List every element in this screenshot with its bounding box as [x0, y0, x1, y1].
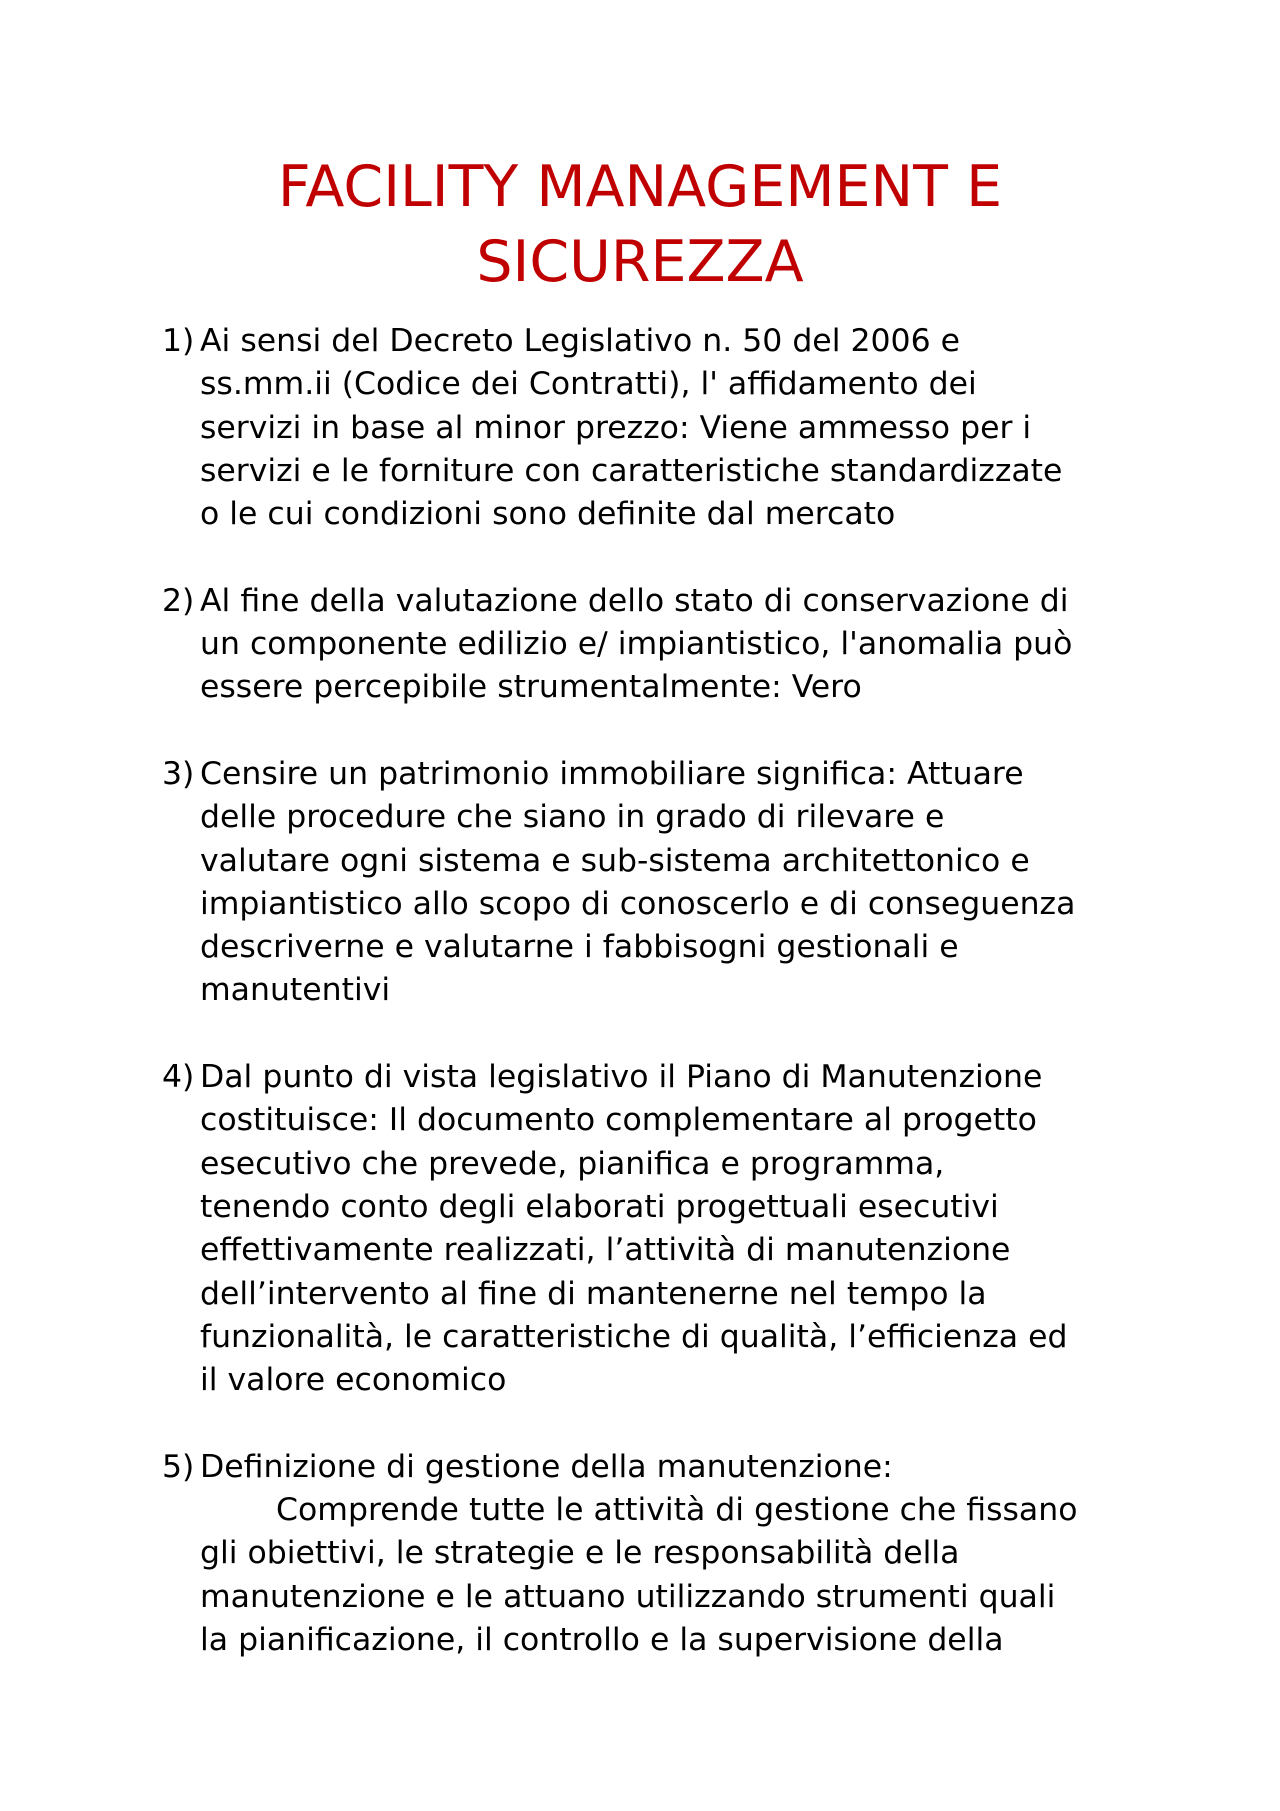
item-text-line: servizi in base al minor prezzo: Viene ammesso per i [200, 409, 1032, 446]
item-text-line: manutentivi [200, 972, 391, 1009]
title-line: FACILITY MANAGEMENT E [277, 154, 1003, 220]
item-number: 5) [162, 1448, 195, 1485]
title-line: SICUREZZA [476, 229, 804, 295]
item-text-line: o le cui condizioni sono definite dal mercato [200, 496, 896, 533]
item-text-line: costituisce: Il documento complementare al progetto [200, 1102, 1037, 1139]
item-text-line: un componente edilizio e/ impiantistico, l'anomalia può [200, 626, 1073, 663]
item-text-line: gli obiettivi, le strategie e le responsabilità della [200, 1535, 960, 1572]
list-item [162, 1446, 1172, 1662]
item-text-line: Al fine della valutazione dello stato di conservazione di [200, 582, 1069, 619]
item-text-line: Comprende tutte le attività di gestione che fissano [276, 1492, 1078, 1529]
item-number: 1) [162, 323, 195, 359]
item-number: 2) [162, 582, 195, 619]
item-text-line: tenendo conto degli elaborati progettuali esecutivi [200, 1188, 999, 1225]
item-text-line: Censire un patrimonio immobiliare significa: Attuare [200, 755, 1024, 792]
item-text-line: descriverne e valutarne i fabbisogni gestionali e [200, 929, 959, 966]
item-text-line: impiantistico allo scopo di conoscerlo e di conseguenza [200, 885, 1076, 922]
list-item [162, 1056, 1172, 1402]
item-text-line: effettivamente realizzati, l’attività di manutenzione [200, 1232, 1011, 1269]
item-text-line: dell’intervento al fine di mantenerne nel tempo la [200, 1275, 987, 1312]
item-text-line: ss.mm.ii (Codice dei Contratti), l' affidamento dei [200, 366, 977, 403]
document-title [0, 150, 1280, 300]
item-text-line: il valore economico [200, 1362, 507, 1399]
item-text-line: delle procedure che siano in grado di rilevare e [200, 799, 945, 836]
item-number: 3) [162, 755, 195, 792]
question-list [162, 320, 1172, 1706]
item-text-line: la pianificazione, il controllo e la supervisione della [200, 1621, 1004, 1658]
item-text-line: valutare ogni sistema e sub-sistema architettonico e [200, 842, 1030, 879]
item-text-line: servizi e le forniture con caratteristiche standardizzate [200, 452, 1063, 489]
item-text-line: essere percepibile strumentalmente: Vero [200, 669, 862, 706]
item-text-line: Definizione di gestione della manutenzione: [200, 1448, 893, 1485]
item-text-line: esecutivo che prevede, pianifica e programma, [200, 1145, 945, 1182]
item-text-line: manutenzione e le attuano utilizzando strumenti quali [200, 1578, 1056, 1615]
list-item [162, 580, 1172, 710]
item-text-line: Ai sensi del Decreto Legislativo n. 50 del 2006 e [200, 323, 961, 359]
list-item [162, 753, 1172, 1013]
item-number: 4) [162, 1059, 195, 1096]
item-text-line: Dal punto di vista legislativo il Piano di Manutenzione [200, 1059, 1043, 1096]
list-item [162, 320, 1172, 536]
item-text-line: funzionalità, le caratteristiche di qualità, l’efficienza ed [200, 1318, 1068, 1355]
